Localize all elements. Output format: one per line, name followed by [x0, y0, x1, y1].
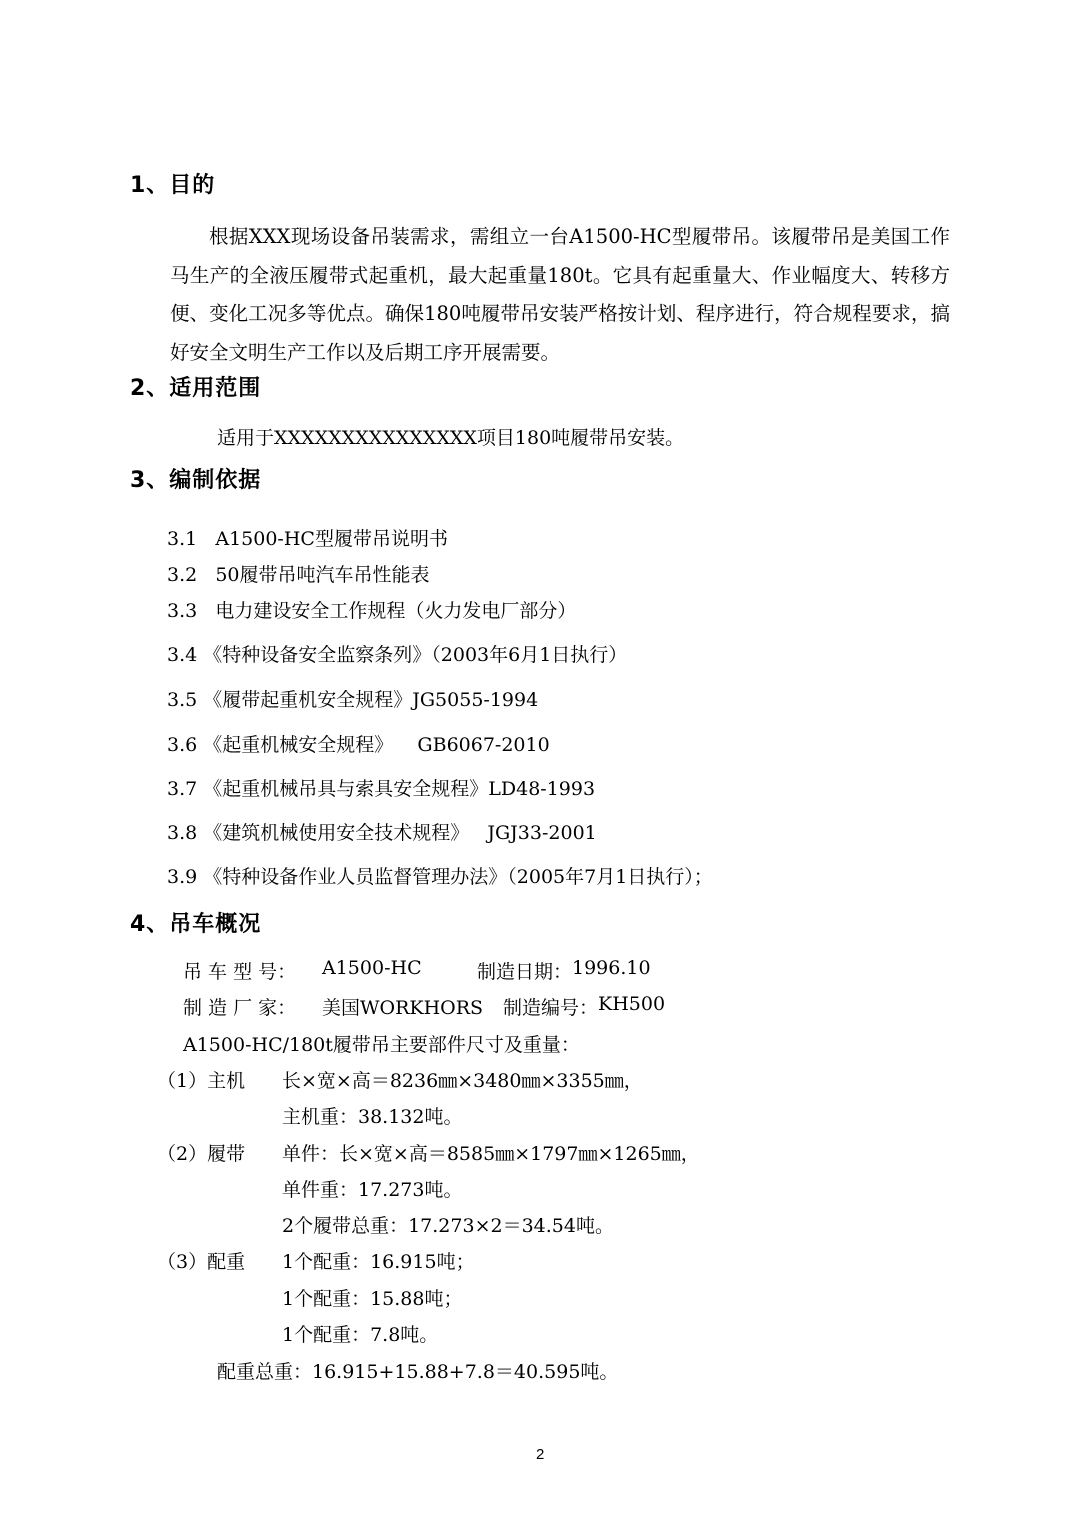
reference-item-num: 3.3	[167, 600, 198, 622]
manufacture-date-label: 制造日期：	[477, 961, 573, 983]
section-1-body: 根据XXX现场设备吊装需求，需组立一台A1500-HC型履带吊。该履带吊是美国工作马生产的全液压履带式起重机，最大起重量180t。它具有起重量大、作业幅度大、转移方便、变化工况多等优点。确保180吨履带吊安装严格按计划、程序进行，符合规程要求，搞好安全文明生产工作以及后期工序开展需要。	[170, 225, 950, 364]
section-4-heading: 4、吊车概况	[130, 912, 262, 937]
reference-item-text: 50履带吊吨汽车吊性能表	[215, 564, 430, 586]
reference-item-num: 3.4	[167, 644, 198, 666]
main-unit-dimensions: 长×宽×高＝8236㎜×3480㎜×3355㎜，	[282, 1070, 643, 1092]
counterweight-2: 1个配重：15.88吨；	[282, 1288, 463, 1310]
page-number: 2	[536, 1446, 545, 1463]
serial-number-label: 制造编号：	[503, 997, 599, 1019]
reference-item-text: A1500-HC型履带吊说明书	[215, 528, 448, 550]
reference-item-num: 3.2	[167, 564, 198, 586]
reference-item-text: 《起重机械吊具与索具安全规程》LD48-1993	[203, 778, 596, 800]
track-label: （2）履带	[157, 1143, 246, 1165]
reference-item	[167, 640, 627, 667]
reference-item-text: 《建筑机械使用安全技术规程》 JGJ33-2001	[203, 822, 597, 844]
reference-item	[167, 596, 576, 623]
section-2-heading: 2、适用范围	[130, 376, 262, 401]
crane-model-label: 吊 车 型 号：	[183, 961, 297, 983]
section-3-heading: 3、编制依据	[130, 468, 262, 493]
reference-item	[167, 560, 430, 587]
manufacture-date-value: 1996.10	[572, 957, 651, 979]
reference-item-text: 《特种设备安全监察条列》（2003年6月1日执行）	[203, 644, 628, 666]
crane-model-value: A1500-HC	[322, 957, 422, 979]
section-2-body: 适用于XXXXXXXXXXXXXXX项目180吨履带吊安装。	[217, 427, 685, 449]
parts-intro: A1500-HC/180t履带吊主要部件尺寸及重量：	[183, 1034, 580, 1056]
track-weight: 单件重：17.273吨。	[282, 1179, 463, 1201]
reference-item	[167, 524, 448, 551]
main-unit-weight: 主机重：38.132吨。	[282, 1106, 463, 1128]
reference-item-text: 《特种设备作业人员监督管理办法》（2005年7月1日执行）；	[203, 866, 713, 888]
serial-number-value: KH500	[598, 993, 666, 1015]
section-1-heading: 1、目的	[130, 173, 216, 198]
track-total-weight: 2个履带总重：17.273×2＝34.54吨。	[282, 1215, 614, 1237]
reference-item-text: 《履带起重机安全规程》JG5055-1994	[203, 689, 539, 711]
reference-item	[167, 818, 597, 845]
reference-item-text: 《起重机械安全规程》 GB6067-2010	[203, 734, 550, 756]
reference-item-num: 3.9	[167, 866, 198, 888]
counterweight-1: 1个配重：16.915吨；	[282, 1251, 475, 1273]
reference-item-num: 3.7	[167, 778, 198, 800]
counterweight-total: 配重总重：16.915+15.88+7.8＝40.595吨。	[217, 1361, 619, 1383]
counterweight-label: （3）配重	[157, 1251, 246, 1273]
counterweight-3: 1个配重：7.8吨。	[282, 1324, 439, 1346]
reference-item-num: 3.1	[167, 528, 198, 550]
main-unit-label: （1）主机	[157, 1070, 246, 1092]
reference-item	[167, 730, 550, 757]
reference-item-text: 电力建设安全工作规程（火力发电厂部分）	[215, 600, 577, 622]
reference-item	[167, 774, 595, 801]
reference-item	[167, 685, 538, 712]
manufacturer-label: 制 造 厂 家：	[183, 997, 297, 1019]
reference-item-num: 3.6	[167, 734, 198, 756]
reference-item-num: 3.8	[167, 822, 198, 844]
manufacturer-value: 美国WORKHORS	[322, 997, 484, 1019]
reference-item-num: 3.5	[167, 689, 198, 711]
track-dimensions: 单件：长×宽×高＝8585㎜×1797㎜×1265㎜，	[282, 1143, 700, 1165]
reference-item	[167, 862, 713, 889]
